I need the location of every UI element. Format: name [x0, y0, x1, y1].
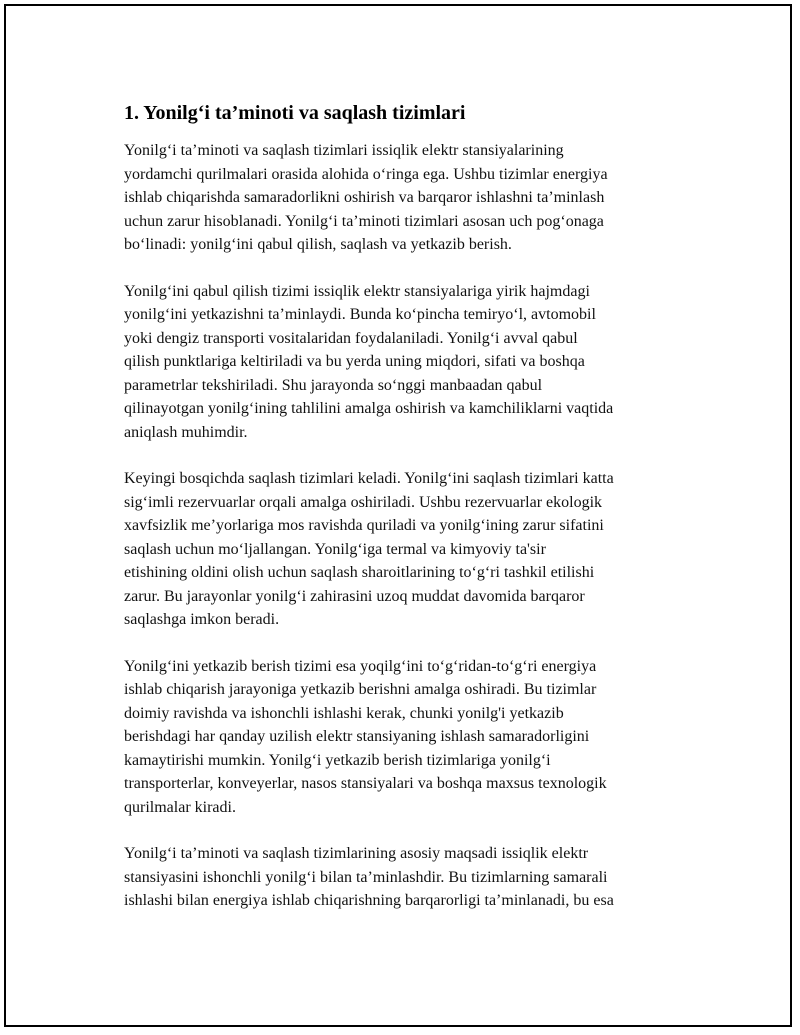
paragraph-fuel-receiving: Yonilg‘ini qabul qilish tizimi issiqlik elektr stansiyalariga yirik hajmdagi yonilg‘ini yetkazishni ta’minlaydi. Bunda ko‘pincha temiryo‘l, avtomobil yoki dengiz transporti vositalaridan foydalaniladi. Yonilg‘i avval qabul qilish punktlariga keltiriladi va bu yerda uning miqdori, sifati va boshqa parametrlar tekshiriladi. Shu jarayonda so‘nggi manbaadan qabul qilinayotgan yonilg‘ining tahlilini amalga oshirish va kamchiliklarni vaqtida aniqlash muhimdir. — [124, 282, 614, 441]
page-frame — [4, 4, 792, 1027]
section-heading: 1. Yonilg‘i ta’minoti va saqlash tizimlari — [124, 102, 466, 124]
document-body — [124, 100, 694, 936]
paragraph-intro: Yonilg‘i ta’minoti va saqlash tizimlari issiqlik elektr stansiyalarining yordamchi qurilmalari orasida alohida o‘ringa ega. Ushbu tizimlar energiya ishlab chiqarishda samaradorlikni oshirish va barqaror ishlashni ta’minlash uchun zarur hisoblanadi. Yonilg‘i ta’minoti tizimlari asosan uch pog‘onaga bo‘linadi: yonilg‘ini qabul qilish, saqlash va yetkazib berish. — [124, 142, 608, 253]
paragraph-fuel-storage: Keyingi bosqichda saqlash tizimlari keladi. Yonilg‘ini saqlash tizimlari katta sig‘imli rezervuarlar orqali amalga oshiriladi. Ushbu rezervuarlar ekologik xavfsizlik me’yorlariga mos ravishda quriladi va yonilg‘ining zarur sifatini saqlash uchun mo‘ljallangan. Yonilg‘iga termal va kimyoviy ta'sir etishining oldini olish uchun saqlash sharoitlarining to‘g‘ri tashkil etilishi zarur. Bu jarayonlar yonilg‘i zahirasini uzoq muddat davomida barqaror saqlashga imkon beradi. — [124, 470, 614, 628]
paragraph-fuel-delivery: Yonilg‘ini yetkazib berish tizimi esa yoqilg‘ini to‘g‘ridan-to‘g‘ri energiya ishlab chiqarish jarayoniga yetkazib berishni amalga oshiradi. Bu tizimlar doimiy ravishda va ishonchli ishlashi kerak, chunki yonilg'i yetkazib berishdagi har qanday uzilish elektr stansiyaning ishlash samaradorligini kamaytirishi mumkin. Yonilg‘i yetkazib berish tizimlariga yonilg‘i transporterlar, konveyerlar, nasos stansiyalari va boshqa maxsus texnologik qurilmalar kiradi. — [124, 657, 607, 816]
paragraph-conclusion: Yonilg‘i ta’minoti va saqlash tizimlarining asosiy maqsadi issiqlik elektr stansiyasini ishonchli yonilg‘i bilan ta’minlashdir. Bu tizimlarning samarali ishlashi bilan energiya ishlab chiqarishning barqarorligi ta’minlanadi, bu esa — [124, 845, 614, 909]
